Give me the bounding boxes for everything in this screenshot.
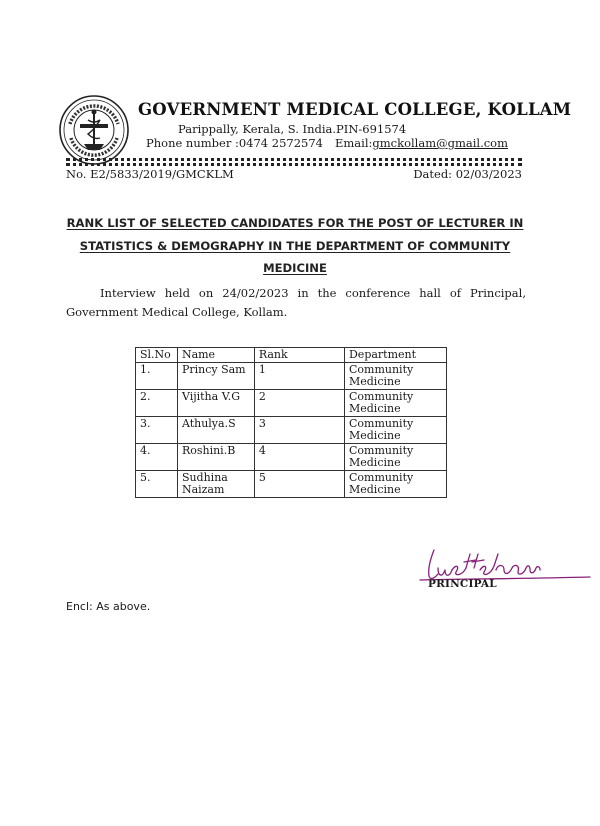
cell-sl-no: 2. [136, 390, 178, 417]
contact-line [146, 136, 508, 150]
cell-department: Community Medicine [344, 471, 446, 498]
cell-rank: 3 [254, 417, 344, 444]
title-line-1: RANK LIST OF SELECTED CANDIDATES FOR THE POST OF LECTURER IN [66, 216, 524, 230]
document-date: Dated: 02/03/2023 [413, 167, 522, 181]
cell-department: Community Medicine [344, 363, 446, 390]
title-line-2: STATISTICS & DEMOGRAPHY IN THE DEPARTMENT OF COMMUNITY [79, 238, 511, 253]
principal-designation: PRINCIPAL [428, 578, 497, 590]
letterhead-divider [66, 158, 522, 161]
cell-name: Vijitha V.G [177, 390, 254, 417]
college-name: GOVERNMENT MEDICAL COLLEGE, KOLLAM [138, 100, 572, 119]
letterhead-divider [66, 163, 522, 166]
email-link[interactable]: gmckollam@gmail.com [372, 136, 509, 150]
header-rank: Rank [254, 348, 344, 363]
enclosure-note: Encl: As above. [66, 600, 151, 613]
rank-list-table [135, 347, 447, 498]
cell-rank: 1 [254, 363, 344, 390]
header-department: Department [344, 348, 446, 363]
table-row [136, 444, 447, 471]
title-line-3: MEDICINE [263, 261, 327, 275]
table-header-row [136, 348, 447, 363]
cell-department: Community Medicine [344, 390, 446, 417]
table-row [136, 471, 447, 498]
table-row [136, 417, 447, 444]
cell-department: Community Medicine [344, 444, 446, 471]
header-name: Name [177, 348, 254, 363]
college-seal-icon [58, 94, 130, 166]
phone-number: Phone number :0474 2572574 [146, 136, 323, 150]
reference-number: No. E2/5833/2019/GMCKLM [66, 167, 234, 181]
cell-rank: 4 [254, 444, 344, 471]
cell-name: Athulya.S [177, 417, 254, 444]
cell-name: Roshini.B [177, 444, 254, 471]
cell-rank: 5 [254, 471, 344, 498]
cell-rank: 2 [254, 390, 344, 417]
cell-department: Community Medicine [344, 417, 446, 444]
cell-sl-no: 1. [136, 363, 178, 390]
college-address: Parippally, Kerala, S. India.PIN-691574 [178, 122, 407, 136]
table-row [136, 390, 447, 417]
email-label: Email: [335, 136, 373, 150]
interview-note: Interview held on 24/02/2023 in the conference hall of Principal, Government Medical College, Kollam. [66, 286, 526, 319]
cell-name: Sudhina Naizam [177, 471, 254, 498]
cell-name: Princy Sam [177, 363, 254, 390]
header-sl-no: Sl.No [136, 348, 178, 363]
cell-sl-no: 5. [136, 471, 178, 498]
table-row [136, 363, 447, 390]
document-title [60, 212, 530, 280]
cell-sl-no: 3. [136, 417, 178, 444]
cell-sl-no: 4. [136, 444, 178, 471]
